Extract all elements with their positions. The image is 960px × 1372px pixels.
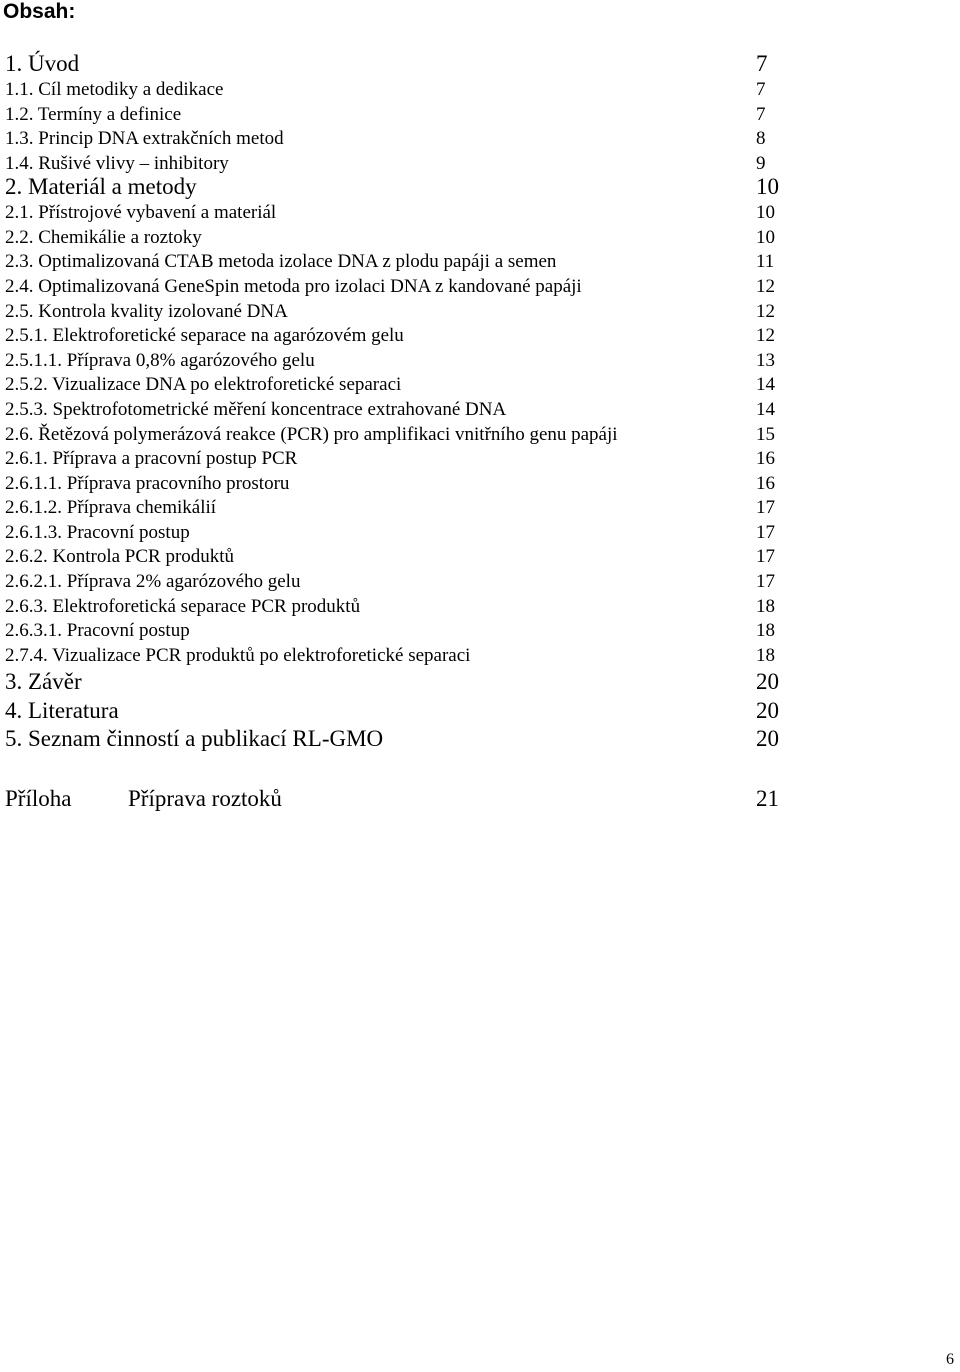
toc-entry xyxy=(0,521,960,546)
toc-entry-label: 2.4. Optimalizovaná GeneSpin metoda pro izolaci DNA z kandované papáji xyxy=(5,275,582,297)
toc-entry xyxy=(0,128,960,153)
toc-entry-page: 7 xyxy=(756,103,766,125)
toc-entry-page: 18 xyxy=(756,644,775,666)
toc-entry-page: 12 xyxy=(756,275,775,297)
toc-entry-page: 7 xyxy=(756,50,768,76)
appendix-entry xyxy=(0,784,960,814)
toc-entry-page: 10 xyxy=(756,173,779,199)
toc-entry xyxy=(0,697,960,726)
toc-entry-page: 11 xyxy=(756,251,775,273)
toc-entry-label: 1.4. Rušivé vlivy – inhibitory xyxy=(5,152,229,174)
toc-entry xyxy=(0,546,960,571)
toc-entry xyxy=(0,374,960,399)
toc-entry-page: 12 xyxy=(756,325,775,347)
toc-entry-label: 2.3. Optimalizovaná CTAB metoda izolace DNA z plodu papáji a semen xyxy=(5,251,557,273)
toc-entry-label: 2.5.2. Vizualizace DNA po elektroforetické separaci xyxy=(5,374,402,396)
toc-entry-label: 2.5. Kontrola kvality izolované DNA xyxy=(5,300,288,322)
toc-entry-page: 9 xyxy=(756,152,766,174)
toc-entry-label: 5. Seznam činností a publikací RL-GMO xyxy=(5,726,384,752)
toc-entry xyxy=(0,325,960,350)
toc-entry-page: 15 xyxy=(756,423,775,445)
toc-entry-label: 1.2. Termíny a definice xyxy=(5,103,182,125)
toc-entry-label: 2.1. Přístrojové vybavení a materiál xyxy=(5,202,277,224)
toc-entry xyxy=(0,349,960,374)
toc-entry-page: 17 xyxy=(756,497,775,519)
table-of-contents xyxy=(0,50,960,754)
toc-entry xyxy=(0,423,960,448)
toc-entry xyxy=(0,448,960,473)
toc-entry-page: 14 xyxy=(756,374,775,396)
toc-entry-page: 7 xyxy=(756,79,766,101)
toc-entry xyxy=(0,173,960,202)
appendix-title: Příprava roztoků xyxy=(128,786,282,811)
toc-entry xyxy=(0,644,960,669)
toc-entry xyxy=(0,300,960,325)
toc-entry xyxy=(0,669,960,698)
appendix-page: 21 xyxy=(756,786,779,811)
toc-entry-page: 10 xyxy=(756,226,775,248)
page-number: 6 xyxy=(946,1351,954,1368)
toc-entry-page: 12 xyxy=(756,300,775,322)
toc-entry xyxy=(0,570,960,595)
appendix-label: Příloha xyxy=(5,786,72,811)
toc-entry-page: 16 xyxy=(756,448,775,470)
toc-entry-label: 2.6.2. Kontrola PCR produktů xyxy=(5,546,235,568)
toc-entry-label: 2.6.1. Příprava a pracovní postup PCR xyxy=(5,448,298,470)
toc-entry-page: 14 xyxy=(756,398,775,420)
toc-entry xyxy=(0,398,960,423)
toc-entry xyxy=(0,472,960,497)
toc-entry-label: 2.5.1.1. Příprava 0,8% agarózového gelu xyxy=(5,349,315,371)
toc-entry-label: 2.6.2.1. Příprava 2% agarózového gelu xyxy=(5,571,301,593)
toc-entry-page: 18 xyxy=(756,620,775,642)
toc-entry-label: 2.6.3. Elektroforetická separace PCR produktů xyxy=(5,595,361,617)
toc-entry-label: 1.3. Princip DNA extrakčních metod xyxy=(5,128,284,150)
toc-entry-label: 2.6.1.1. Příprava pracovního prostoru xyxy=(5,472,290,494)
toc-entry xyxy=(0,202,960,227)
toc-entry xyxy=(0,251,960,276)
toc-entry-page: 13 xyxy=(756,349,775,371)
toc-entry-label: 2.6.1.3. Pracovní postup xyxy=(5,521,190,543)
toc-entry xyxy=(0,620,960,645)
toc-entry-page: 20 xyxy=(756,697,779,723)
toc-entry-page: 8 xyxy=(756,128,766,150)
toc-entry xyxy=(0,497,960,522)
toc-entry-page: 17 xyxy=(756,546,775,568)
toc-entry-page: 10 xyxy=(756,202,775,224)
toc-entry-page: 20 xyxy=(756,669,779,695)
toc-entry-label: 4. Literatura xyxy=(5,697,119,723)
toc-entry-page: 17 xyxy=(756,521,775,543)
toc-entry xyxy=(0,726,960,755)
toc-entry-label: 2.2. Chemikálie a roztoky xyxy=(5,226,202,248)
toc-entry-page: 16 xyxy=(756,472,775,494)
toc-entry-label: 2.6.1.2. Příprava chemikálií xyxy=(5,497,217,519)
toc-entry xyxy=(0,226,960,251)
toc-entry-label: 2. Materiál a metody xyxy=(5,173,197,199)
toc-entry-page: 17 xyxy=(756,571,775,593)
toc-entry xyxy=(0,50,960,79)
toc-entry-label: 1. Úvod xyxy=(5,50,80,76)
toc-entry-label: 1.1. Cíl metodiky a dedikace xyxy=(5,79,224,101)
toc-entry-label: 2.5.3. Spektrofotometrické měření koncentrace extrahované DNA xyxy=(5,398,507,420)
toc-entry-label: 2.7.4. Vizualizace PCR produktů po elektroforetické separaci xyxy=(5,644,471,666)
toc-entry-page: 20 xyxy=(756,726,779,752)
toc-entry-page: 18 xyxy=(756,595,775,617)
toc-entry xyxy=(0,595,960,620)
toc-entry-label: 2.6.3.1. Pracovní postup xyxy=(5,620,190,642)
toc-heading: Obsah: xyxy=(3,0,76,23)
toc-entry-label: 2.5.1. Elektroforetické separace na agarózovém gelu xyxy=(5,325,404,347)
toc-entry xyxy=(0,103,960,128)
toc-entry xyxy=(0,79,960,104)
toc-entry xyxy=(0,275,960,300)
toc-entry-label: 3. Závěr xyxy=(5,669,82,695)
toc-entry-label: 2.6. Řetězová polymerázová reakce (PCR) pro amplifikaci vnitřního genu papáji xyxy=(5,423,618,445)
